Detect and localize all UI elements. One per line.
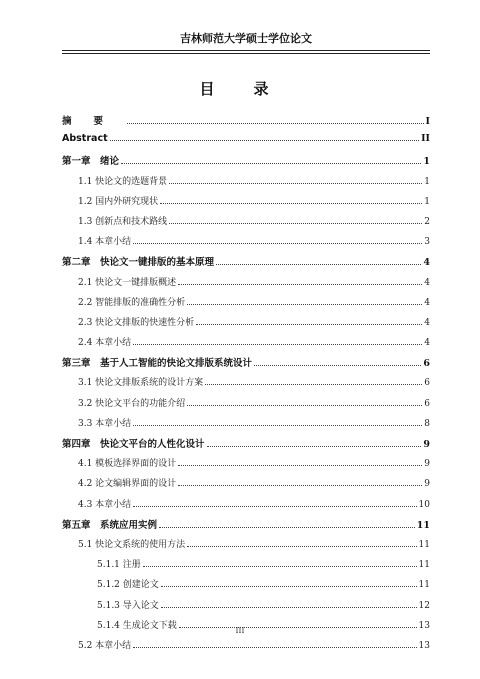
toc-entry-page: 12 (418, 600, 430, 611)
toc-leader-dots (187, 304, 422, 305)
toc-entry-label: 摘要 (62, 116, 126, 127)
toc-leader-dots (133, 425, 422, 426)
toc-leader-dots (121, 163, 421, 164)
toc-section-entry[interactable] (62, 598, 430, 618)
toc-entry-page: 6 (424, 378, 430, 389)
table-of-contents (62, 113, 430, 658)
toc-leader-dots (178, 284, 422, 285)
toc-entry-label: 5.1 快论文系统的使用方法 (78, 539, 186, 550)
toc-leader-dots (178, 465, 422, 466)
toc-leader-dots (160, 203, 422, 204)
toc-leader-dots (169, 223, 422, 224)
toc-chapter-entry[interactable] (62, 254, 430, 274)
toc-entry-label: 3.3 本章小结 (78, 418, 132, 429)
toc-leader-dots (159, 527, 415, 528)
toc-leader-dots (161, 607, 417, 608)
toc-leader-dots (205, 384, 422, 385)
toc-chapter-entry[interactable] (62, 153, 430, 173)
toc-entry-label: 第三章 基于人工智能的快论文排版系统设计 (62, 358, 253, 370)
toc-entry-page: 8 (424, 418, 430, 429)
toc-entry-label: 1.4 本章小结 (78, 237, 132, 248)
toc-entry-label: 2.2 智能排版的准确性分析 (78, 297, 186, 308)
toc-entry-label: 5.2 本章小结 (78, 640, 132, 651)
toc-entry-label: 3.1 快论文排版系统的设计方案 (78, 378, 204, 389)
toc-section-entry[interactable] (62, 194, 430, 214)
toc-entry-label: 4.2 论文编辑界面的设计 (78, 479, 177, 490)
toc-section-entry[interactable] (62, 396, 430, 416)
toc-entry-page: 1 (424, 196, 430, 207)
toc-leader-dots (127, 123, 424, 124)
toc-leader-dots (133, 344, 422, 345)
toc-entry-label: 3.2 快论文平台的功能介绍 (78, 398, 186, 409)
toc-chapter-entry[interactable] (62, 133, 430, 153)
toc-section-entry[interactable] (62, 577, 430, 597)
toc-entry-label: 第一章 绪论 (62, 156, 120, 168)
toc-entry-page: 6 (424, 398, 430, 409)
toc-leader-dots (110, 140, 419, 141)
toc-entry-page: 10 (418, 499, 430, 510)
toc-section-entry[interactable] (62, 638, 430, 658)
header-rule-thin (62, 53, 430, 54)
toc-entry-page: 1 (424, 176, 430, 187)
page-number: III (235, 626, 245, 635)
toc-entry-label: 5.1.2 创建论文 (97, 580, 159, 591)
toc-entry-page: 9 (423, 439, 430, 450)
toc-entry-page: 4 (424, 317, 430, 328)
toc-section-entry[interactable] (62, 416, 430, 436)
toc-leader-dots (133, 243, 422, 244)
toc-entry-label: 1.2 国内外研究现状 (78, 196, 159, 207)
toc-entry-page: II (421, 133, 430, 145)
toc-leader-dots (207, 446, 422, 447)
toc-entry-label: 第四章 快论文平台的人性化设计 (62, 439, 205, 450)
toc-leader-dots (196, 324, 422, 325)
toc-section-entry[interactable] (62, 214, 430, 234)
toc-section-entry[interactable] (62, 315, 430, 335)
toc-entry-label: 第二章 快论文一键排版的基本原理 (62, 257, 215, 269)
toc-leader-dots (187, 405, 422, 406)
running-header: 吉林师范大学硕士学位论文 (180, 32, 312, 45)
toc-leader-dots (254, 365, 421, 366)
toc-entry-page: 9 (424, 459, 430, 470)
toc-chapter-entry[interactable] (62, 517, 430, 537)
toc-entry-label: 5.1.3 导入论文 (97, 600, 159, 611)
toc-entry-page: 11 (418, 580, 430, 591)
toc-title: 目 录 (199, 80, 281, 98)
toc-chapter-entry[interactable] (62, 113, 430, 133)
toc-entry-page: 11 (418, 539, 430, 550)
toc-entry-page: 13 (418, 620, 430, 631)
toc-leader-dots (178, 485, 422, 486)
toc-entry-page: 13 (418, 640, 430, 651)
toc-chapter-entry[interactable] (62, 355, 430, 375)
toc-entry-label: 5.1.1 注册 (97, 560, 141, 571)
toc-leader-dots (187, 546, 416, 547)
toc-entry-label: 第五章 系统应用实例 (62, 519, 158, 531)
toc-leader-dots (161, 586, 417, 587)
toc-section-entry[interactable] (62, 335, 430, 355)
toc-entry-page: 4 (424, 277, 430, 288)
toc-entry-label: 5.1.4 生成论文下载 (97, 620, 177, 631)
toc-leader-dots (169, 183, 422, 184)
toc-section-entry[interactable] (62, 295, 430, 315)
toc-entry-page: I (425, 116, 430, 127)
toc-entry-label: 4.3 本章小结 (78, 499, 132, 510)
toc-entry-label: 1.3 创新点和技术路线 (78, 216, 168, 227)
toc-section-entry[interactable] (62, 497, 430, 517)
toc-entry-page: 4 (423, 257, 430, 269)
toc-leader-dots (133, 647, 416, 648)
toc-entry-label: 2.1 快论文一键排版概述 (78, 277, 177, 288)
toc-section-entry[interactable] (62, 174, 430, 194)
toc-section-entry[interactable] (62, 375, 430, 395)
toc-entry-page: 11 (416, 519, 430, 531)
toc-entry-page: 1 (423, 156, 430, 168)
toc-chapter-entry[interactable] (62, 436, 430, 456)
toc-entry-page: 3 (424, 237, 430, 248)
toc-entry-page: 9 (424, 479, 430, 490)
toc-entry-label: 4.1 模板选择界面的设计 (78, 459, 177, 470)
toc-entry-page: 6 (423, 358, 430, 370)
toc-leader-dots (133, 506, 416, 507)
toc-entry-label: 1.1 快论文的选题背景 (78, 176, 168, 187)
toc-entry-page: 11 (418, 560, 430, 571)
toc-entry-label: Abstract (62, 133, 108, 145)
toc-section-entry[interactable] (62, 476, 430, 496)
toc-section-entry[interactable] (62, 275, 430, 295)
toc-entry-page: 2 (424, 216, 430, 227)
toc-section-entry[interactable] (62, 537, 430, 557)
toc-entry-label: 2.4 本章小结 (78, 338, 132, 349)
toc-entry-page: 4 (424, 338, 430, 349)
toc-leader-dots (143, 566, 417, 567)
toc-section-entry[interactable] (62, 456, 430, 476)
toc-entry-page: 4 (424, 297, 430, 308)
toc-section-entry[interactable] (62, 234, 430, 254)
toc-section-entry[interactable] (62, 557, 430, 577)
header-rule-thick (62, 50, 430, 51)
toc-leader-dots (216, 264, 421, 265)
toc-entry-label: 2.3 快论文排版的快速性分析 (78, 317, 195, 328)
